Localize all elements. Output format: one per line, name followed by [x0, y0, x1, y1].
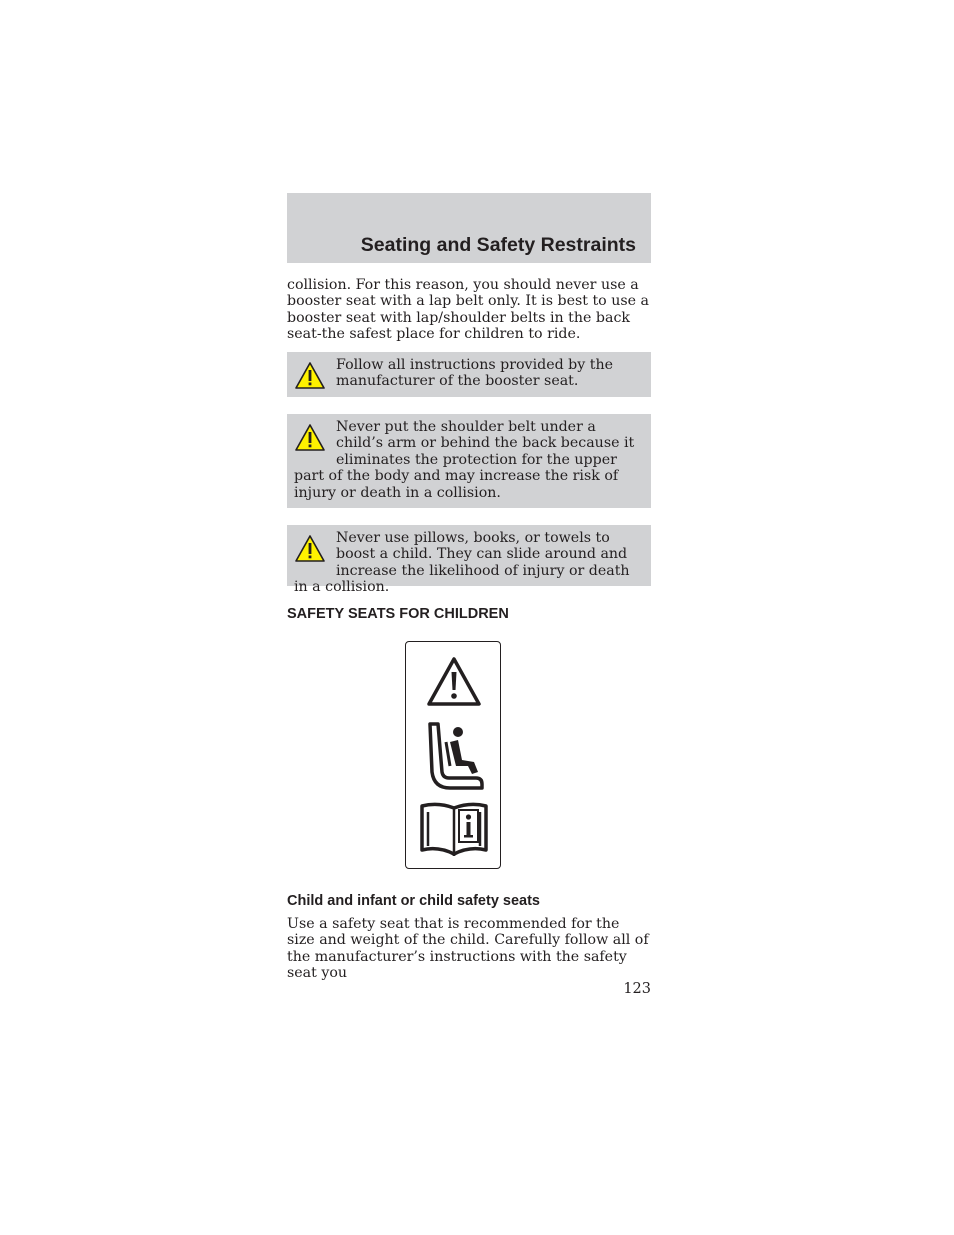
section-heading: SAFETY SEATS FOR CHILDREN — [287, 606, 509, 622]
page-title: Seating and Safety Restraints — [360, 234, 636, 256]
owner-manual-info-icon — [418, 798, 490, 860]
header-band — [287, 193, 651, 263]
subsection-paragraph: Use a safety seat that is recommended for the size and weight of the child. Carefully follow all of the manufacturer’s instructions with the safety seat you — [287, 916, 649, 982]
warning-box-booster-instructions — [287, 352, 651, 397]
warning-text: Follow all instructions provided by the manufacturer of the booster seat. — [336, 357, 614, 390]
warning-box-pillows — [287, 525, 651, 596]
child-seat-icon — [424, 720, 486, 792]
subsection-heading: Child and infant or child safety seats — [287, 893, 540, 909]
warning-triangle-icon — [294, 423, 326, 453]
warning-box-shoulder-belt — [287, 414, 651, 508]
warning-triangle-icon — [294, 534, 326, 564]
safety-symbol-panel — [405, 641, 501, 869]
warning-text: Never put the shoulder belt under a child’s arm or behind the back because it eliminates the protection for the upper part of the body and may increase the risk of injury or death in a collision. — [294, 419, 635, 501]
intro-paragraph: collision. For this reason, you should never use a booster seat with a lap belt only. It is best to use a booster seat with lap/shoulder belts in the back seat-the safest place for children to ride. — [287, 277, 650, 343]
warning-triangle-icon — [294, 361, 326, 391]
warning-triangle-icon — [426, 656, 482, 708]
page-number: 123 — [623, 981, 651, 997]
warning-text: Never use pillows, books, or towels to boost a child. They can slide around and increase the likelihood of injury or death in a collision. — [294, 530, 630, 596]
